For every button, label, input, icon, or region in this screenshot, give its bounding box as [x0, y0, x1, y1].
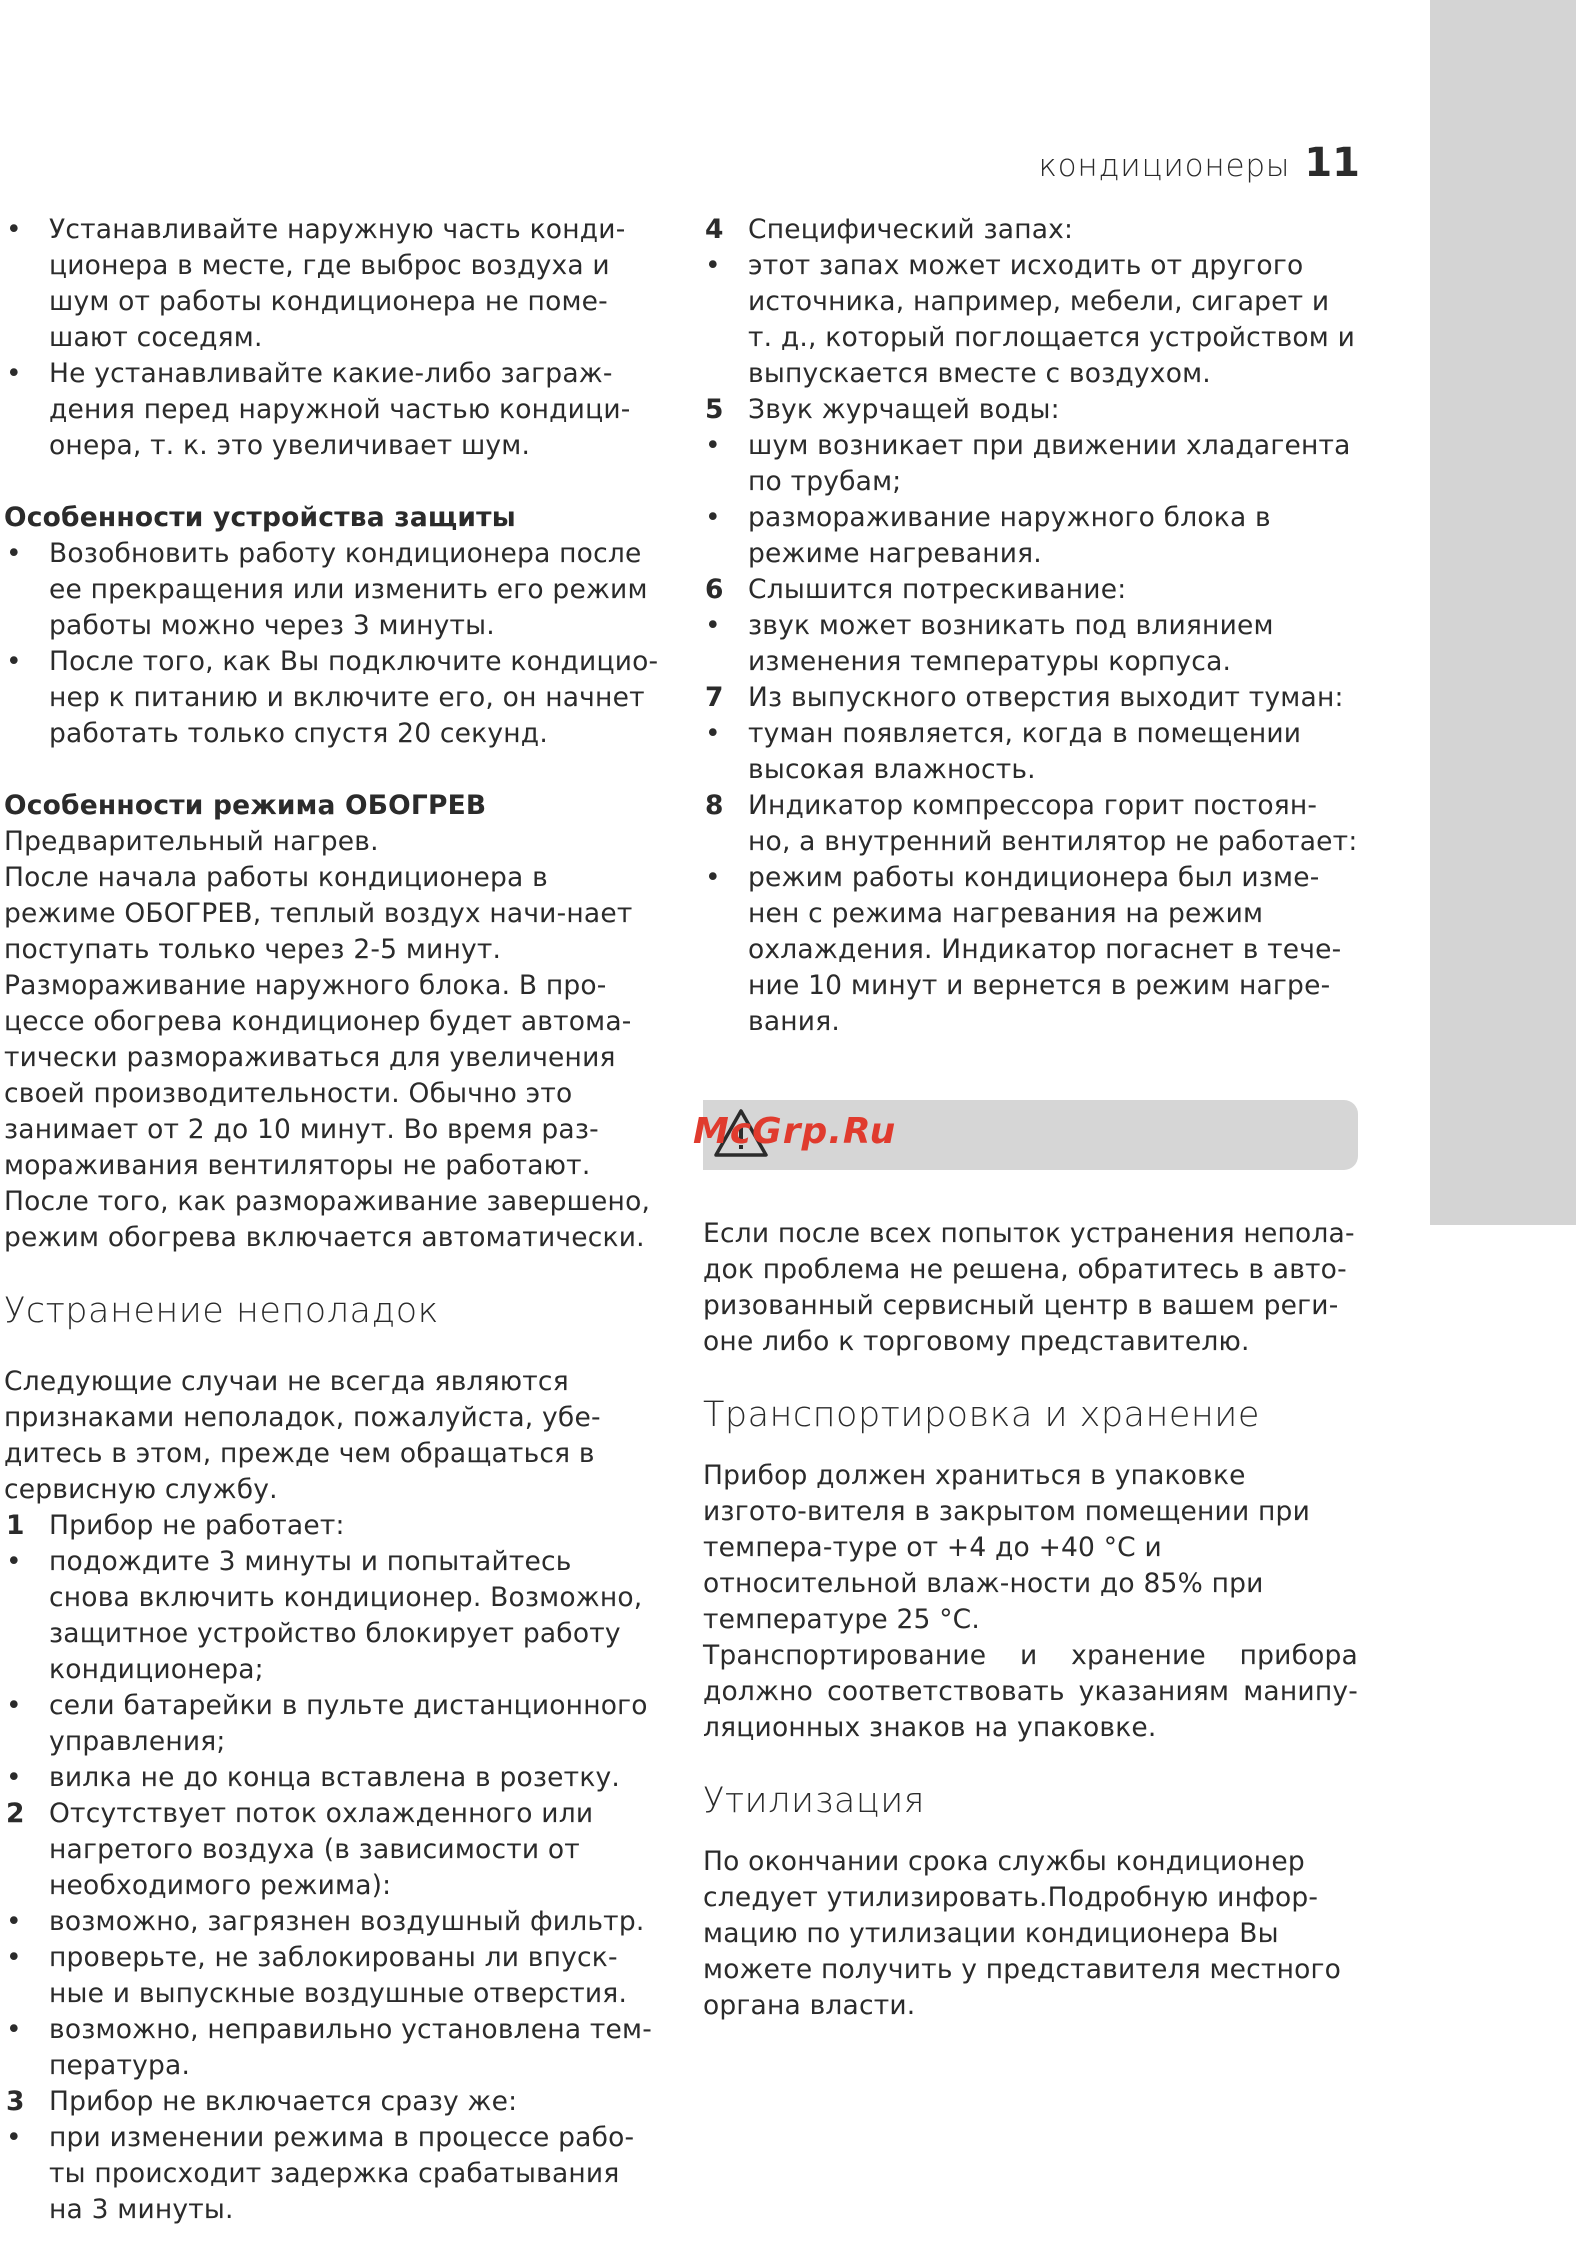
numbered-item: 3 Прибор не включается сразу же: [6, 2086, 518, 2117]
list-item: • После того, как Вы подключите кондицио-нер к питанию и включите его, он начнет работать только спустя 20 секунд. [6, 646, 659, 749]
heating-heading: Особенности режима ОБОГРЕВ [4, 790, 487, 821]
paragraph: Предварительный нагрев. [4, 826, 379, 857]
list-item: • режим работы кондиционера был изме-нен с режима нагревания на режим охлаждения. Индикатор погаснет в тече-ние 10 минут и вернется в режим нагре-вания. [705, 862, 1342, 1037]
list-item: • размораживание наружного блока в режиме нагревания. [705, 502, 1271, 569]
paragraph: Размораживание наружного блока. В про-цессе обогрева кондиционер будет автома-тически размораживаться для увеличения своей производительности. Обычно это занимает от 2 до 10 минут. Во время раз-мораживания вентиляторы не работают. После того, как размораживание завершено, режим обогрева включается автоматически. [4, 970, 651, 1253]
numbered-item: 2 Отсутствует поток охлажденного или нагретого воздуха (в зависимости от необходимого режима): [6, 1798, 594, 1901]
list-item: • этот запах может исходить от другого источника, например, мебели, сигарет и т. д., который поглощается устройством и выпускается вместе с воздухом. [705, 250, 1356, 389]
list-item: • возможно, неправильно установлена тем-пература. [6, 2014, 652, 2081]
numbered-item: 5 Звук журчащей воды: [705, 394, 1060, 425]
list-item: • проверьте, не заблокированы ли впуск-ные и выпускные воздушные отверстия. [6, 1942, 628, 2009]
list-item: • Не устанавливайте какие-либо заграж-дения перед наружной частью кондици-онера, т. к. это увеличивает шум. [6, 358, 631, 461]
list-item: • звук может возникать под влиянием изменения температуры корпуса. [705, 610, 1274, 677]
numbered-item: 8 Индикатор компрессора горит постоян-но, а внутренний вентилятор не работает: [705, 790, 1358, 857]
troubleshooting-intro: Следующие случаи не всегда являются признаками неполадок, пожалуйста, убе-дитесь в этом, прежде чем обращаться в сервисную службу. [4, 1366, 601, 1505]
numbered-item: 1 Прибор не работает: [6, 1510, 345, 1541]
right-column [693, 212, 1358, 2024]
paragraph: После начала работы кондиционера в режиме ОБОГРЕВ, теплый воздух начи-нает поступать только через 2-5 минут. [4, 862, 633, 965]
section-title: кондиционеры [1038, 148, 1291, 184]
list-item: • Возобновить работу кондиционера после ее прекращения или изменить его режим работы можно через 3 минуты. [6, 538, 648, 641]
list-item: • при изменении режима в процессе рабо-ты происходит задержка срабатывания на 3 минуты. [6, 2122, 635, 2225]
warning-box [693, 1100, 1358, 1170]
watermark: McGrp.Ru [693, 1111, 897, 1152]
numbered-item: 7 Из выпускного отверстия выходит туман: [705, 682, 1344, 713]
troubleshooting-heading: Устранение неполадок [4, 1291, 439, 1331]
numbered-item: 4 Специфический запах: [705, 214, 1074, 245]
list-item: • вилка не до конца вставлена в розетку. [6, 1762, 621, 1793]
left-column [4, 212, 660, 2228]
numbered-item: 6 Слышится потрескивание: [705, 574, 1127, 605]
paragraph: По окончании срока службы кондиционер следует утилизировать.Подробную инфор-мацию по утилизации кондиционера Вы можете получить у представителя местного органа власти. [703, 1846, 1342, 2021]
page-header [1030, 140, 1360, 186]
service-note: Если после всех попыток устранения непола-док проблема не решена, обратитесь в авто-ризованный сервисный центр в вашем реги-оне либо к торговому представителю. [703, 1218, 1355, 1357]
side-tab-marker [1430, 0, 1576, 1225]
list-item: • туман появляется, когда в помещении высокая влажность. [705, 718, 1302, 785]
list-item: • возможно, загрязнен воздушный фильтр. [6, 1906, 645, 1937]
paragraph: Транспортирование и хранение прибора должно соответствовать указаниям манипу-ляционных знаков на упаковке. [703, 1640, 1358, 1743]
list-item: • подождите 3 минуты и попытайтесь снова включить кондиционер. Возможно, защитное устройство блокирует работу кондиционера; [6, 1546, 643, 1685]
transport-heading: Транспортировка и хранение [703, 1395, 1260, 1435]
paragraph: Прибор должен храниться в упаковке изгото-вителя в закрытом помещении при темпера-туре от +4 до +40 °С и относительной влаж-ности до 85% при температуре 25 °С. [703, 1460, 1310, 1635]
list-item: • шум возникает при движении хладагента по трубам; [705, 430, 1351, 497]
protection-heading: Особенности устройства защиты [4, 502, 516, 533]
list-item: • сели батарейки в пульте дистанционного управления; [6, 1690, 648, 1757]
page-number: 11 [1304, 140, 1360, 186]
list-item: • Устанавливайте наружную часть конди-ционера в месте, где выброс воздуха и шум от работы кондиционера не поме-шают соседям. [6, 214, 626, 353]
disposal-heading: Утилизация [703, 1781, 925, 1821]
